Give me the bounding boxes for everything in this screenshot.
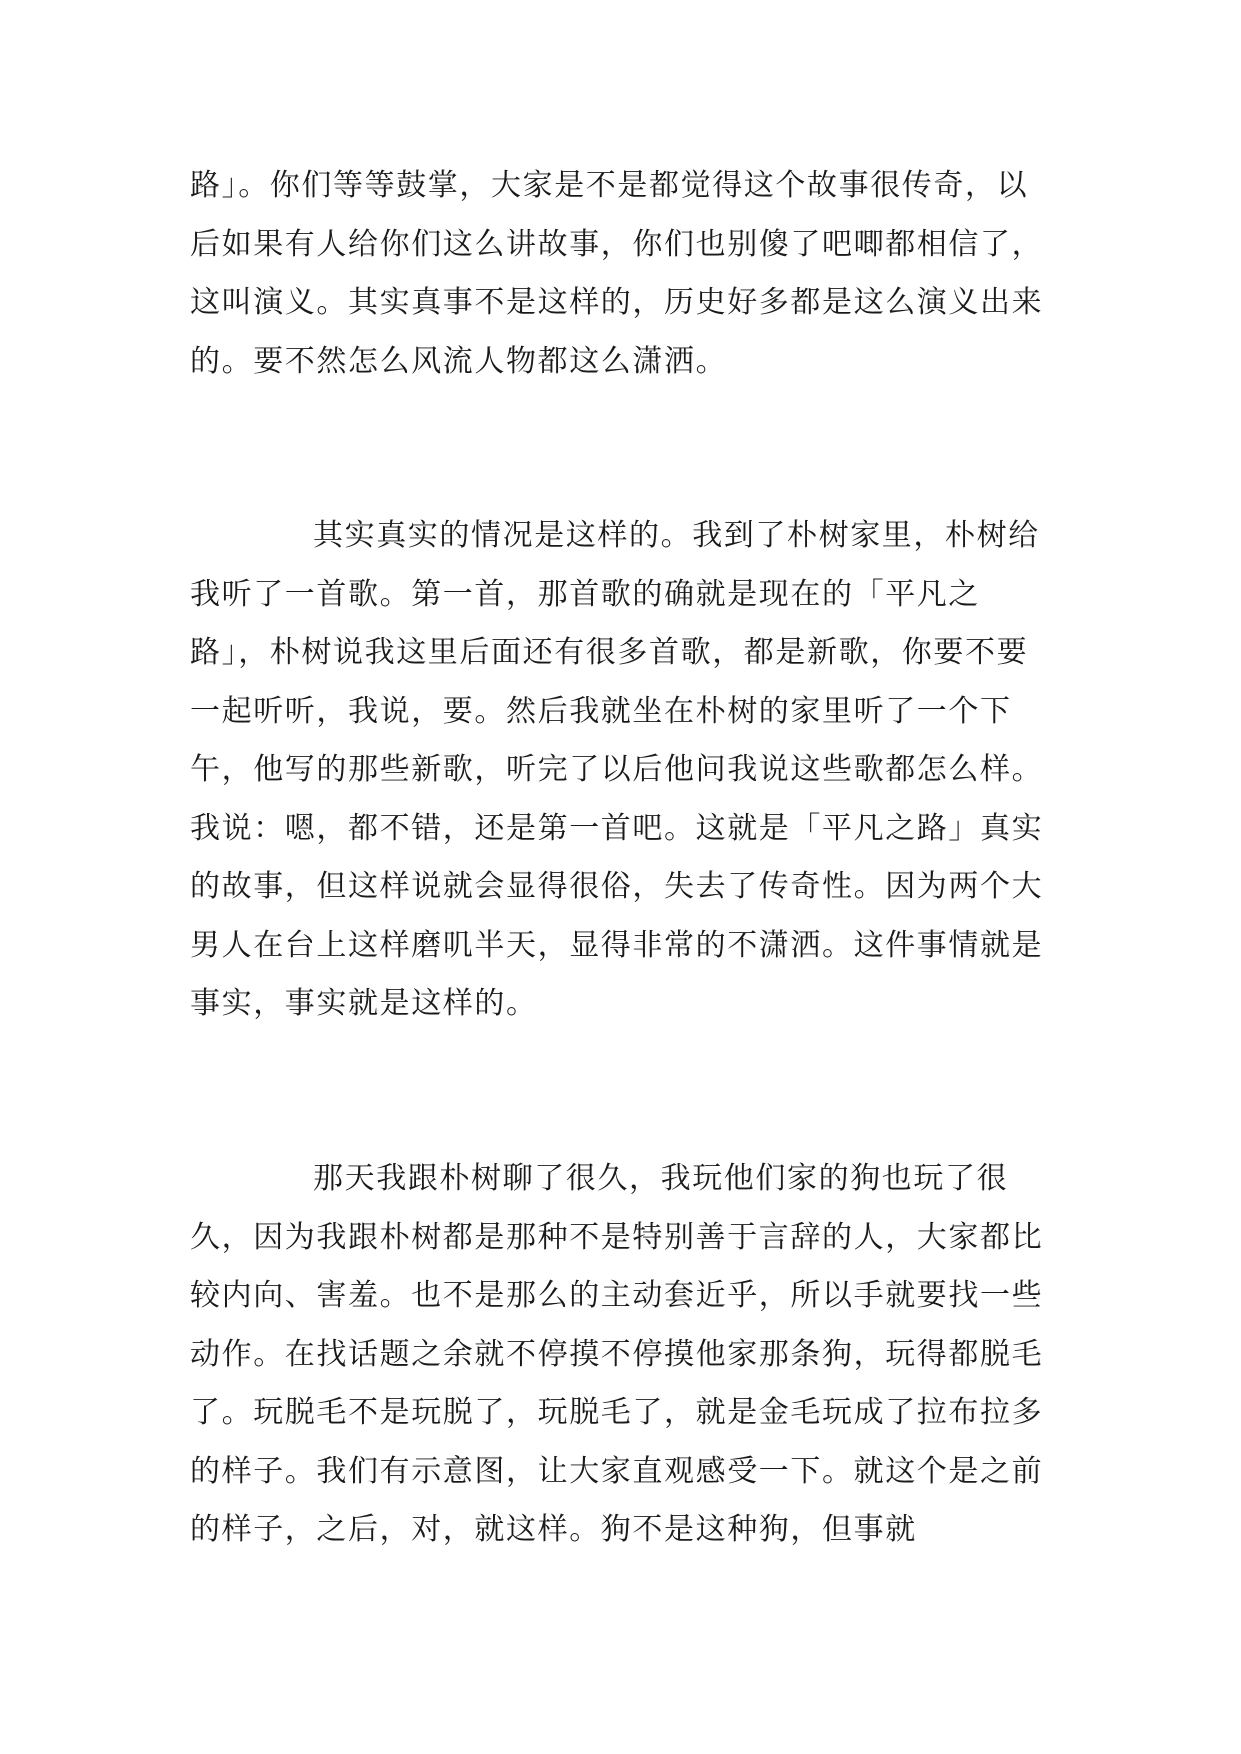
paragraph-3: 那天我跟朴树聊了很久，我玩他们家的狗也玩了很久，因为我跟朴树都是那种不是特别善于言辞的人，大家都比较内向、害羞。也不是那么的主动套近乎，所以手就要找一些动作。在找话题之余就不停摸不停摸他家那条狗，玩得都脱毛了。玩脱毛不是玩脱了，玩脱毛了，就是金毛玩成了拉布拉多的样子。我们有示意图，让大家直观感受一下。就这个是之前的样子，之后，对，就这样。狗不是这种狗，但事就 [190,1161,1044,1547]
paragraph-1: 路」。你们等等鼓掌，大家是不是都觉得这个故事很传奇，以后如果有人给你们这么讲故事，你们也别傻了吧唧都相信了，这叫演义。其实真事不是这样的，历史好多都是这么演义出来的。要不然怎么风流人物都这么潇洒。 [190,168,1044,379]
paragraph-2: 其实真实的情况是这样的。我到了朴树家里，朴树给我听了一首歌。第一首，那首歌的确就是现在的「平凡之路」，朴树说我这里后面还有很多首歌，都是新歌，你要不要一起听听，我说，要。然后我就坐在朴树的家里听了一个下午，他写的那些新歌，听完了以后他问我说这些歌都怎么样。我说：嗯，都不错，还是第一首吧。这就是「平凡之路」真实的故事，但这样说就会显得很俗，失去了传奇性。因为两个大男人在台上这样磨叽半天，显得非常的不潇洒。这件事情就是事实，事实就是这样的。 [190,518,1044,1021]
